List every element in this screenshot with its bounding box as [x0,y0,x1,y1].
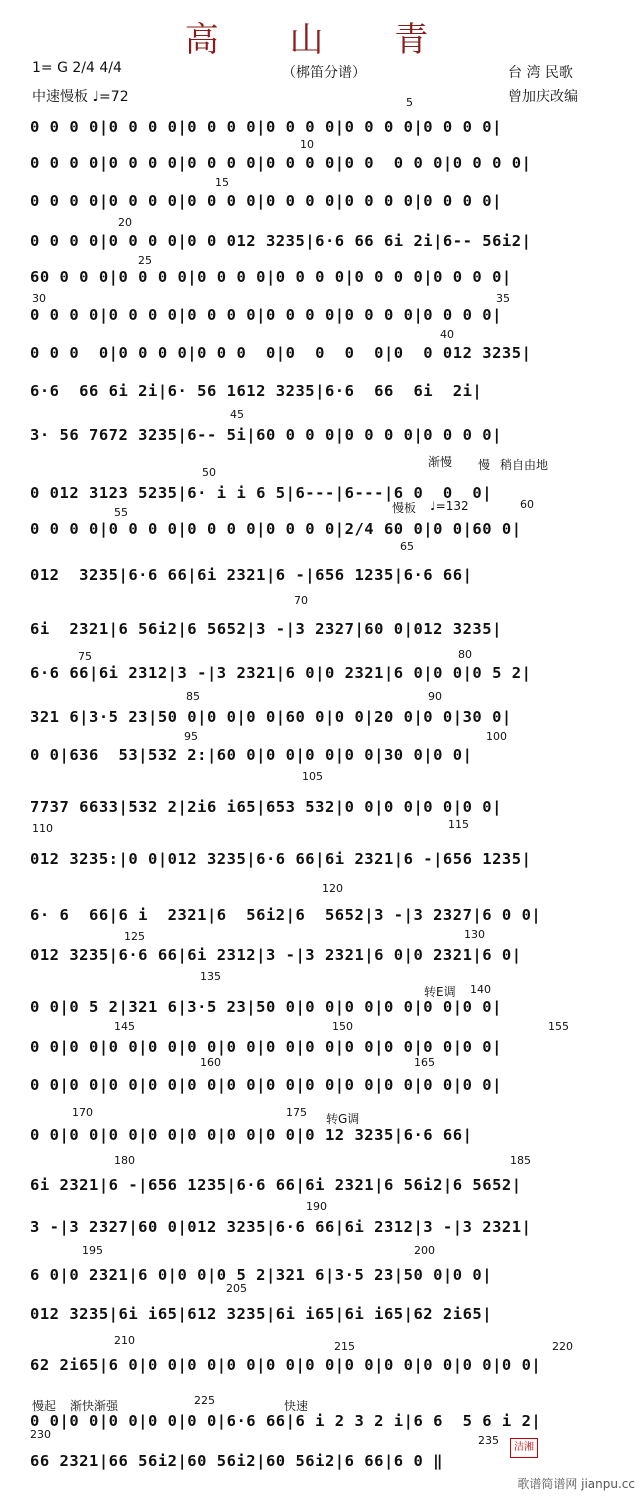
notation-line: 0 0|0 0|0 0|0 0|0 0|0 0|0 0|0 0|0 0|0 0|0 0|0 0| [30,1038,502,1056]
origin-label: 台 湾 民歌 [508,65,573,81]
cue-jiankuai: 渐快渐强 [70,1399,119,1413]
notation-line: 62 2i65|6 0|0 0|0 0|0 0|0 0|0 0|0 0|0 0|0 0|0 0|0 0| [30,1356,542,1374]
notation-line: 012 3235|6·6 66|6i 2312|3 -|3 2321|6 0|0 2321|6 0| [30,946,522,964]
notation-line: 0 0|0 0|0 0|0 0|0 0|0 0|0 0|0 0|0 0|0 0|0 0|0 0| [30,1076,502,1094]
measure-number: 235 [478,1434,499,1447]
notation-line: 012 3235|6i i65|612 3235|6i i65|6i i65|62 2i65| [30,1305,493,1323]
measure-number: 225 [194,1394,215,1407]
cue-manban-tempo: ♩=132 [430,499,469,513]
measure-number: 90 [428,690,442,703]
arranger-label: 曾加庆改编 [508,89,578,105]
cue-kuaisu: 快速 [284,1399,309,1413]
notation-line: 0 0|636 53|532 2:|60 0|0 0|0 0|0 0|30 0|0 0| [30,746,473,764]
measure-number: 130 [464,928,485,941]
measure-number: 105 [302,770,323,783]
notation-line: 0 0 0 0|0 0 0 0|0 0 0 0|0 0 0 0|0 0 0 0 0|0 0 0 0| [30,154,532,172]
notation-line: 0 0|0 0|0 0|0 0|0 0|6·6 66|6 i 2 3 2 i|6 6 5 6 i 2| [30,1412,542,1430]
site-footer: 歌谱简谱网 jianpu.cc [517,1477,635,1491]
measure-number: 150 [332,1020,353,1033]
measure-number: 220 [552,1340,573,1353]
stamp: 洁湘 [510,1438,538,1458]
measure-number: 230 [30,1428,51,1441]
key-signature: 1= G 2/4 4/4 [32,60,122,76]
measure-number: 60 [520,498,534,511]
notation-line: 012 3235:|0 0|012 3235|6·6 66|6i 2321|6 -|656 1235| [30,850,532,868]
cue-zhuan-e: 转E调 [424,985,456,999]
measure-number: 30 [32,292,46,305]
measure-number: 200 [414,1244,435,1257]
measure-number: 40 [440,328,454,341]
measure-number: 120 [322,882,343,895]
notation-line: 3· 56 7672 3235|6-- 5i|60 0 0 0|0 0 0 0|0 0 0 0| [30,426,502,444]
measure-number: 10 [300,138,314,151]
measure-number: 210 [114,1334,135,1347]
measure-number: 45 [230,408,244,421]
notation-line: 0 0|0 0|0 0|0 0|0 0|0 0|0 0|0 12 3235|6·6 66| [30,1126,473,1144]
notation-line: 321 6|3·5 23|50 0|0 0|0 0|60 0|0 0|20 0|0 0|30 0| [30,708,512,726]
measure-number: 110 [32,822,53,835]
notation-line: 60 0 0 0|0 0 0 0|0 0 0 0|0 0 0 0|0 0 0 0|0 0 0 0| [30,268,512,286]
measure-number: 160 [200,1056,221,1069]
measure-number: 70 [294,594,308,607]
measure-number: 75 [78,650,92,663]
measure-number: 170 [72,1106,93,1119]
measure-number: 85 [186,690,200,703]
notation-line: 0 0 0 0|0 0 0 0|0 0 0 0|0 0 0 0|0 0 012 3235| [30,344,532,362]
notation-line: 0 0 0 0|0 0 0 0|0 0 0 0|0 0 0 0|0 0 0 0|0 0 0 0| [30,306,502,324]
notation-line: 7737 6633|532 2|2i6 i65|653 532|0 0|0 0|0 0|0 0| [30,798,502,816]
measure-number: 65 [400,540,414,553]
cue-jianman: 渐慢 [428,455,453,469]
notation-line: 012 3235|6·6 66|6i 2321|6 -|656 1235|6·6 66| [30,566,473,584]
notation-line: 0 012 3123 5235|6· i i 6 5|6---|6---|6 0 0 0| [30,484,493,502]
measure-number: 185 [510,1154,531,1167]
notation-line: 6i 2321|6 56i2|6 5652|3 -|3 2327|60 0|012 3235| [30,620,502,638]
notation-line: 0 0 0 0|0 0 0 0|0 0 0 0|0 0 0 0|2/4 60 0|0 0|60 0| [30,520,522,538]
measure-number: 135 [200,970,221,983]
measure-number: 195 [82,1244,103,1257]
cue-man: 慢 [478,458,491,472]
measure-number: 175 [286,1106,307,1119]
measure-number: 205 [226,1282,247,1295]
measure-number: 140 [470,983,491,996]
measure-number: 55 [114,506,128,519]
measure-number: 20 [118,216,132,229]
measure-number: 115 [448,818,469,831]
notation-line: 0 0 0 0|0 0 0 0|0 0 0 0|0 0 0 0|0 0 0 0|0 0 0 0| [30,192,502,210]
notation-line: 66 2321|66 56i2|60 56i2|60 56i2|6 66|6 0 ‖ [30,1452,443,1470]
notation-line: 0 0|0 5 2|321 6|3·5 23|50 0|0 0|0 0|0 0|0 0|0 0| [30,998,502,1016]
cue-shaoziyou: 稍自由地 [500,458,549,472]
notation-line: 6· 6 66|6 i 2321|6 56i2|6 5652|3 -|3 2327|6 0 0| [30,906,542,924]
notation-line: 3 -|3 2327|60 0|012 3235|6·6 66|6i 2312|3 -|3 2321| [30,1218,532,1236]
notation-line: 6i 2321|6 -|656 1235|6·6 66|6i 2321|6 56i2|6 5652| [30,1176,522,1194]
notation-line: 6·6 66 6i 2i|6· 56 1612 3235|6·6 66 6i 2i| [30,382,483,400]
measure-number: 155 [548,1020,569,1033]
cue-manqi: 慢起 [32,1399,57,1413]
measure-number: 15 [215,176,229,189]
cue-zhuan-g: 转G调 [326,1112,360,1126]
measure-number: 25 [138,254,152,267]
measure-number: 50 [202,466,216,479]
notation-line: 0 0 0 0|0 0 0 0|0 0 0 0|0 0 0 0|0 0 0 0|0 0 0 0| [30,118,502,136]
measure-number: 35 [496,292,510,305]
measure-number: 165 [414,1056,435,1069]
notation-line: 0 0 0 0|0 0 0 0|0 0 012 3235|6·6 66 6i 2i|6-- 56i2| [30,232,532,250]
measure-number: 190 [306,1200,327,1213]
measure-number: 80 [458,648,472,661]
cue-manban: 慢板 [392,501,417,515]
measure-number: 95 [184,730,198,743]
measure-number: 180 [114,1154,135,1167]
notation-line: 6 0|0 2321|6 0|0 0|0 5 2|321 6|3·5 23|50 0|0 0| [30,1266,493,1284]
measure-number: 145 [114,1020,135,1033]
measure-number: 5 [406,96,413,109]
page-title: 高 山 青 [184,20,459,60]
subtitle: （梆笛分谱） [282,65,366,81]
measure-number: 215 [334,1340,355,1353]
measure-number: 125 [124,930,145,943]
measure-number: 100 [486,730,507,743]
notation-line: 6·6 66|6i 2312|3 -|3 2321|6 0|0 2321|6 0|0 0|0 5 2| [30,664,532,682]
tempo-marking: 中速慢板 ♩=72 [32,89,129,105]
